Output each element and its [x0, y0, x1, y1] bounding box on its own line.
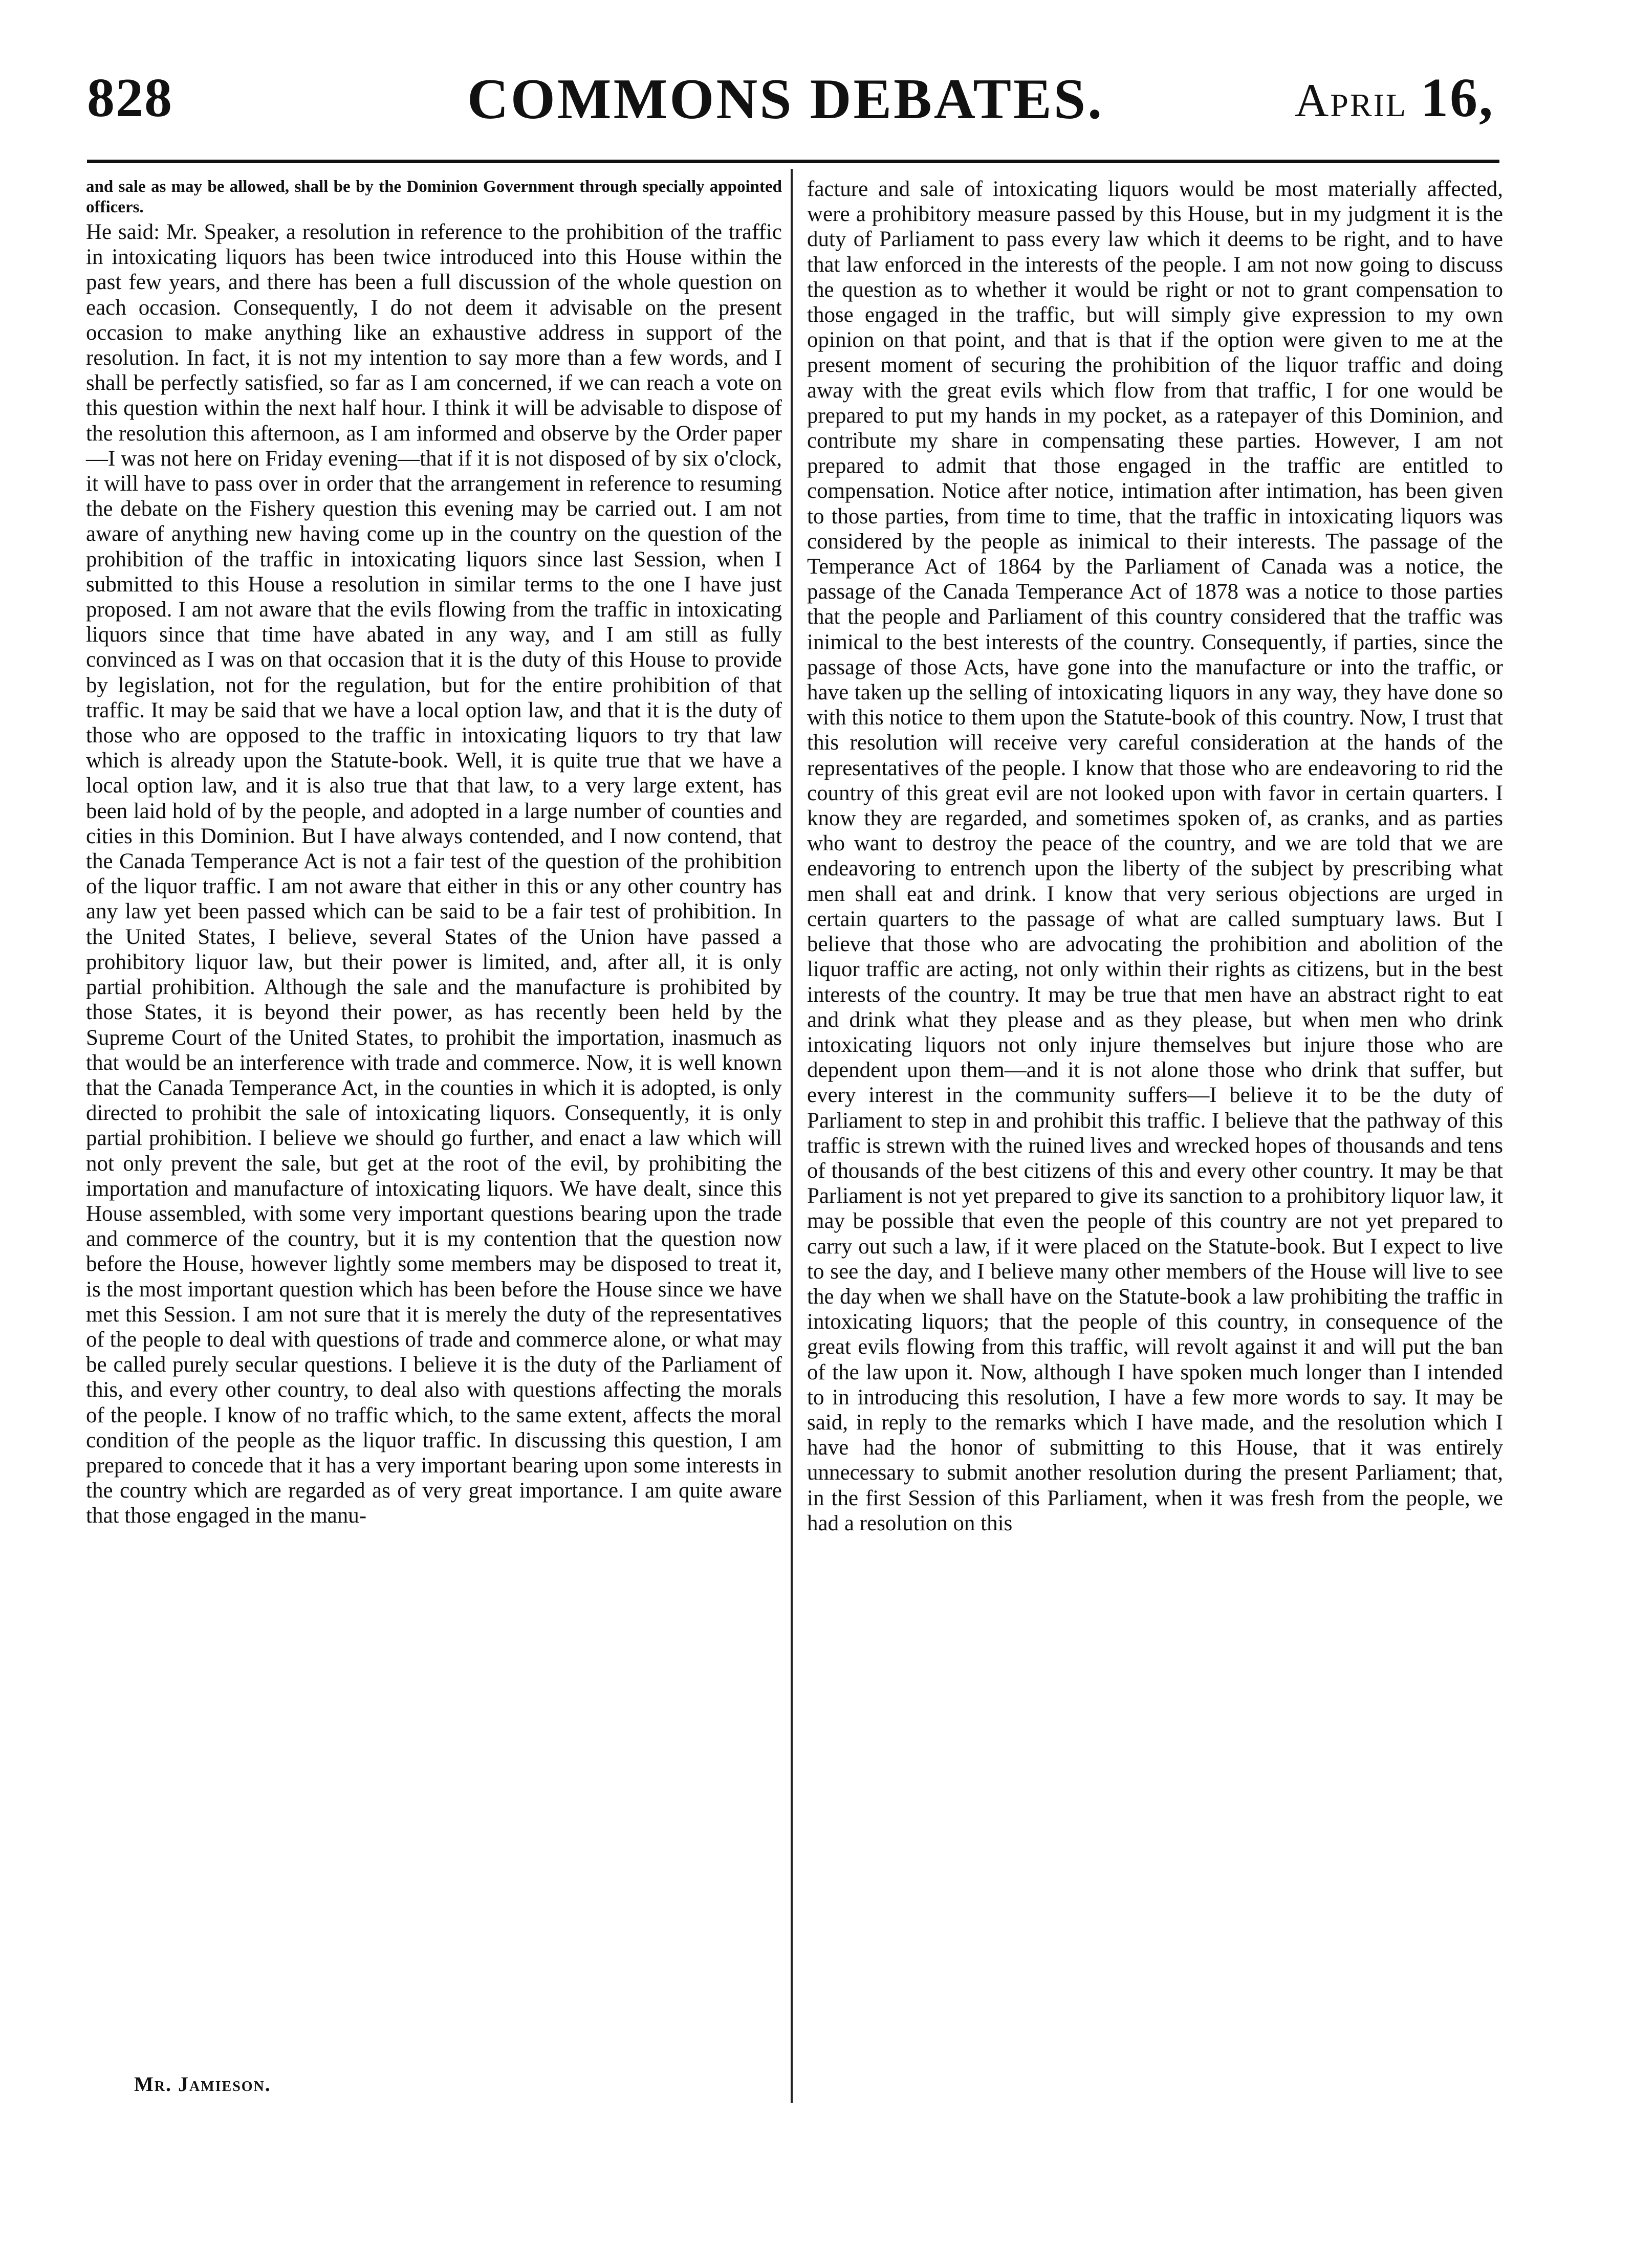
date-month: April	[1294, 74, 1407, 126]
left-column	[86, 177, 782, 1529]
header-rule	[87, 160, 1499, 163]
column-divider	[791, 169, 793, 2103]
page-number: 828	[87, 68, 173, 128]
header-date	[1295, 67, 1494, 130]
date-day: 16,	[1421, 68, 1494, 128]
masthead-title: COMMONS DEBATES.	[467, 68, 1104, 131]
right-column	[807, 177, 1503, 1536]
speaker-footer: Mr. Jamieson.	[134, 2073, 271, 2096]
left-column-body: He said: Mr. Speaker, a resolution in reference to the prohibition of the traffic in intoxicating liquors has been twice introduced into this House within the past few years, and there has been a full discussion of the whole question on each occasion. Consequently, I do not deem it advisable on the present occasion to make anything like an exhaustive address in support of the resolution. In fact, it is not my intention to say more than a few words, and I shall be perfectly satisfied, so far as I am concerned, if we can reach a vote on this question within the next half hour. I think it will be advisable to dispose of the resolution this afternoon, as I am informed and observe by the Order paper—I was not here on Friday evening—that if it is not disposed of by six o'clock, it will have to pass over in order that the arrangement in reference to resuming the debate on the Fishery question this evening may be carried out. I am not aware of anything new having come up in the country on the question of the prohibition of the traffic in intoxicating liquors since last Session, when I submitted to this House a resolution in similar terms to the one I have just proposed. I am not aware that the evils flowing from the traffic in intoxicating liquors since that time have abated in any way, and I am still as fully convinced as I was on that occasion that it is the duty of this House to provide by legislation, not for the regulation, but for the entire prohibition of that traffic. It may be said that we have a local option law, and that it is the duty of those who are opposed to the traffic in intoxicating liquors to try that law which is already upon the Statute-book. Well, it is quite true that we have a local option law, and it is also true that that law, to a very large extent, has been laid hold of by the people, and adopted in a large number of counties and cities in this Dominion. But I have always contended, and I now contend, that the Canada Temperance Act is not a fair test of the question of the prohibition of the liquor traffic. I am not aware that either in this or any other country has any law yet been passed which can be said to be a fair test of prohibition. In the United States, I believe, several States of the Union have passed a prohibitory liquor law, but their power is limited, and, after all, it is only partial prohibition. Although the sale and the manufacture is prohibited by those States, it is beyond their power, as has recently been held by the Supreme Court of the United States, to prohibit the importation, inasmuch as that would be an interference with trade and commerce. Now, it is well known that the Canada Temperance Act, in the counties in which it is adopted, is only directed to prohibit the sale of intoxicating liquors. Consequently, it is only partial prohibition. I believe we should go further, and enact a law which will not only prevent the sale, but get at the root of the evil, by prohibiting the importation and manufacture of intoxicating liquors. We have dealt, since this House assembled, with some very important questions bearing upon the trade and commerce of the country, but it is my contention that the question now before the House, however lightly some members may be disposed to treat it, is the most important question which has been before the House since we have met this Session. I am not sure that it is merely the duty of the representatives of the people to deal with questions of trade and commerce alone, or what may be called purely secular questions. I believe it is the duty of the Parliament of this, and every other country, to deal also with questions affecting the morals of the people. I know of no traffic which, to the same extent, affects the moral condition of the people as the liquor traffic. In discussing this question, I am prepared to concede that it has a very important bearing upon some interests in the country which are regarded as of very great importance. I am quite aware that those engaged in the manu-	[86, 220, 782, 1528]
motion-lead-in: and sale as may be allowed, shall be by the Dominion Government through specially appointed officers.	[86, 178, 782, 216]
right-column-body: facture and sale of intoxicating liquors would be most materially affected, were a prohibitory measure passed by this House, but in my judgment it is the duty of Parliament to pass every law which it deems to be right, and to have that law enforced in the interests of the people. I am not now going to discuss the question as to whether it would be right or not to grant compensation to those engaged in the traffic, but will simply give expression to my own opinion on that point, and that is that if the option were given to me at the present moment of securing the prohibition of the liquor traffic and doing away with the great evils which flow from that traffic, I for one would be prepared to put my hands in my pocket, as a ratepayer of this Dominion, and contribute my share in compensating these parties. However, I am not prepared to admit that those engaged in the traffic are entitled to compensation. Notice after notice, intimation after intimation, has been given to those parties, from time to time, that the traffic in intoxicating liquors was considered by the people as inimical to their interests. The passage of the Temperance Act of 1864 by the Parliament of Canada was a notice, the passage of the Canada Temperance Act of 1878 was a notice to those parties that the people and Parliament of this country considered that the traffic was inimical to the best interests of the country. Consequently, if parties, since the passage of those Acts, have gone into the manufacture or into the traffic, or have taken up the selling of intoxicating liquors in any way, they have done so with this notice to them upon the Statute-book of this country. Now, I trust that this resolution will receive very careful consideration at the hands of the representatives of the people. I know that those who are endeavoring to rid the country of this great evil are not looked upon with favor in certain quarters. I know they are regarded, and sometimes spoken of, as cranks, and as parties who want to destroy the peace of the country, and we are told that we are endeavoring to entrench upon the liberty of the subject by prescribing what men shall eat and drink. I know that very serious objections are urged in certain quarters to the passage of what are called sumptuary laws. But I believe that those who are advocating the prohibition and abolition of the liquor traffic are acting, not only within their rights as citizens, but in the best interests of the country. It may be true that men have an abstract right to eat and drink what they please and as they please, but when men who drink intoxicating liquors not only injure themselves but injure those who are dependent upon them—and it is not alone those who drink that suffer, but every interest in the community suffers—I believe it to be the duty of Parliament to step in and prohibit this traffic. I believe that the pathway of this traffic is strewn with the ruined lives and wrecked hopes of thousands and tens of thousands of the best citizens of this and every other country. It may be that Parliament is not yet prepared to give its sanction to a prohibitory liquor law, it may be possible that even the people of this country are not yet prepared to carry out such a law, if it were placed on the Statute-book. But I expect to live to see the day, and I believe many other members of the House will live to see the day when we shall have on the Statute-book a law prohibiting the traffic in intoxicating liquors; that the people of this country, in consequence of the great evils flowing from this traffic, will revolt against it and will put the ban of the law upon it. Now, although I have spoken much longer than I intended to in introducing this resolution, I have a few more words to say. It may be said, in reply to the remarks which I have made, and the resolution which I have had the honor of submitting to this House, that it was entirely unnecessary to submit another resolution during the present Parliament; that, in the first Session of this Parliament, when it was fresh from the people, we had a resolution on this	[807, 177, 1503, 1535]
page-header	[72, 61, 1499, 138]
